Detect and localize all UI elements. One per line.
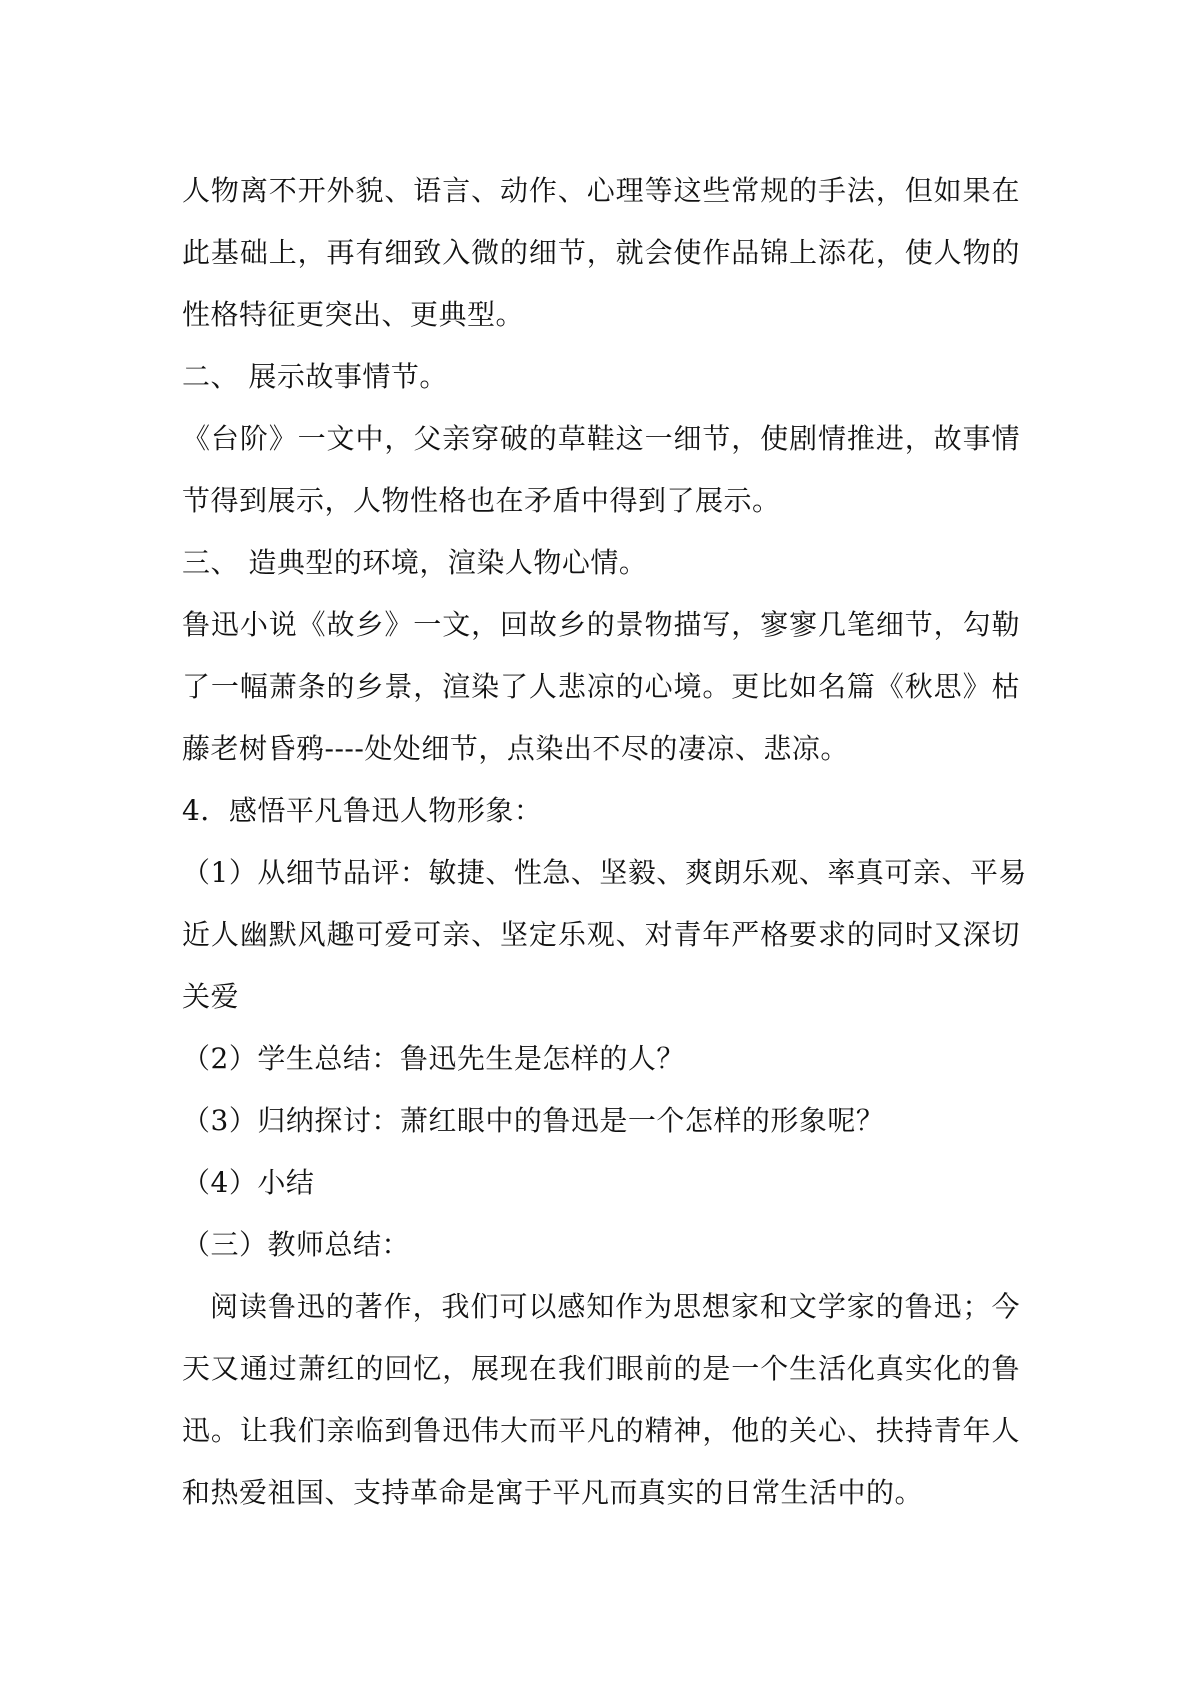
list-item-line: 关爱 (182, 980, 240, 1013)
paragraph-line: 节得到展示，人物性格也在矛盾中得到了展示。 (182, 484, 781, 517)
paragraph-line: 《台阶》一文中，父亲穿破的草鞋这一细节，使剧情推进，故事情 (182, 422, 1020, 455)
list-item-line: 近人幽默风趣可爱可亲、坚定乐观、对青年严格要求的同时又深切 (182, 918, 1020, 951)
paragraph-line: 了一幅萧条的乡景，渲染了人悲凉的心境。更比如名篇《秋思》枯 (182, 670, 1020, 703)
paragraph-line: 阅读鲁迅的著作，我们可以感知作为思想家和文学家的鲁迅；今 (210, 1290, 1020, 1323)
paragraph-line: 人物离不开外貌、语言、动作、心理等这些常规的手法，但如果在 (182, 174, 1020, 207)
paragraph-line: 天又通过萧红的回忆，展现在我们眼前的是一个生活化真实化的鲁 (182, 1352, 1020, 1385)
section-heading: 二、 展示故事情节。 (182, 360, 448, 393)
paragraph-line: 和热爱祖国、支持革命是寓于平凡而真实的日常生活中的。 (182, 1476, 924, 1509)
paragraph-line: 鲁迅小说《故乡》一文，回故乡的景物描写，寥寥几笔细节，勾勒 (182, 608, 1020, 641)
body-text (182, 160, 1027, 1524)
section-heading: （三）教师总结： (182, 1228, 411, 1261)
list-item-line: （1）从细节品评：敏捷、性急、坚毅、爽朗乐观、率真可亲、平易 (182, 856, 1027, 889)
paragraph-line: 迅。让我们亲临到鲁迅伟大而平凡的精神，他的关心、扶持青年人 (182, 1414, 1020, 1447)
paragraph-line: 藤老树昏鸦----处处细节，点染出不尽的凄凉、悲凉。 (182, 732, 849, 765)
paragraph-line: 此基础上，再有细致入微的细节，就会使作品锦上添花，使人物的 (182, 236, 1020, 269)
list-item-line: （3）归纳探讨：萧红眼中的鲁迅是一个怎样的形象呢？ (182, 1104, 885, 1137)
section-heading: 4．感悟平凡鲁迅人物形象： (182, 794, 543, 827)
section-heading: 三、 造典型的环境，渲染人物心情。 (182, 546, 648, 579)
list-item-line: （2）学生总结：鲁迅先生是怎样的人？ (182, 1042, 685, 1075)
list-item-line: （4）小结 (182, 1166, 315, 1199)
paragraph-line: 性格特征更突出、更典型。 (182, 298, 525, 331)
